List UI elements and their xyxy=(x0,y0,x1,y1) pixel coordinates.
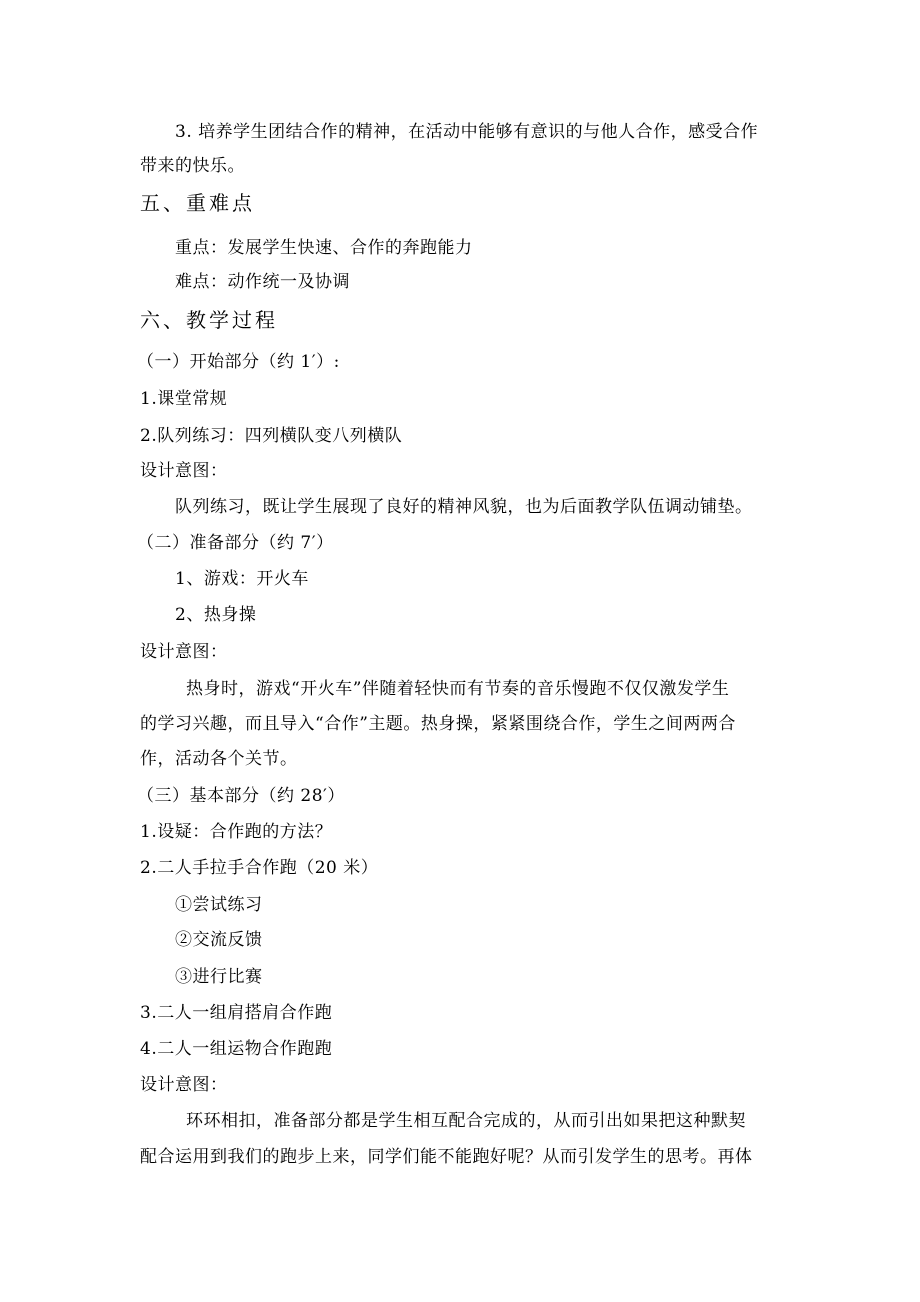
difficult-point: 难点：动作统一及协调 xyxy=(175,272,350,292)
list-item: 3.二人一组肩搭肩合作跑 xyxy=(140,1003,333,1023)
subsection-start: （一）开始部分（约 1′）: xyxy=(137,352,340,372)
paragraph: 作，活动各个关节。 xyxy=(140,749,298,769)
section-heading-key-points: 五、重难点 xyxy=(140,191,255,215)
key-point: 重点：发展学生快速、合作的奔跑能力 xyxy=(175,238,473,258)
paragraph: 配合运用到我们的跑步上来，同学们能不能跑好呢？从而引发学生的思考。再体 xyxy=(140,1147,753,1167)
design-intent-label: 设计意图： xyxy=(140,642,228,662)
list-item: 2.队列练习：四列横队变八列横队 xyxy=(140,426,403,446)
design-intent-label: 设计意图： xyxy=(140,1075,228,1095)
list-item: 2.二人手拉手合作跑（20 米） xyxy=(140,858,379,878)
paragraph: 热身时，游戏“开火车”伴随着轻快而有节奏的音乐慢跑不仅仅激发学生 xyxy=(186,679,730,699)
design-intent-label: 设计意图： xyxy=(140,461,228,481)
subsection-preparation: （二）准备部分（约 7′） xyxy=(137,533,334,553)
objective-3-line-1: 3. 培养学生团结合作的精神，在活动中能够有意识的与他人合作，感受合作 xyxy=(175,122,759,142)
list-item: 1、游戏：开火车 xyxy=(175,569,309,589)
objective-3-line-2: 带来的快乐。 xyxy=(140,156,245,176)
list-item: 1.课堂常规 xyxy=(140,389,228,409)
list-item: 2、热身操 xyxy=(175,605,257,625)
paragraph: 的学习兴趣，而且导入“合作”主题。热身操，紧紧围绕合作，学生之间两两合 xyxy=(140,714,736,734)
list-subitem: ③进行比赛 xyxy=(175,967,263,987)
paragraph: 环环相扣，准备部分都是学生相互配合完成的，从而引出如果把这种默契 xyxy=(186,1111,746,1131)
list-item: 1.设疑：合作跑的方法？ xyxy=(140,822,333,842)
subsection-basic: （三）基本部分（约 28′） xyxy=(137,786,345,806)
list-subitem: ②交流反馈 xyxy=(175,930,263,950)
list-subitem: ①尝试练习 xyxy=(175,895,263,915)
list-item: 4.二人一组运物合作跑跑 xyxy=(140,1039,333,1059)
section-heading-teaching-process: 六、教学过程 xyxy=(140,308,278,332)
paragraph: 队列练习，既让学生展现了良好的精神风貌，也为后面教学队伍调动铺垫。 xyxy=(175,497,753,517)
